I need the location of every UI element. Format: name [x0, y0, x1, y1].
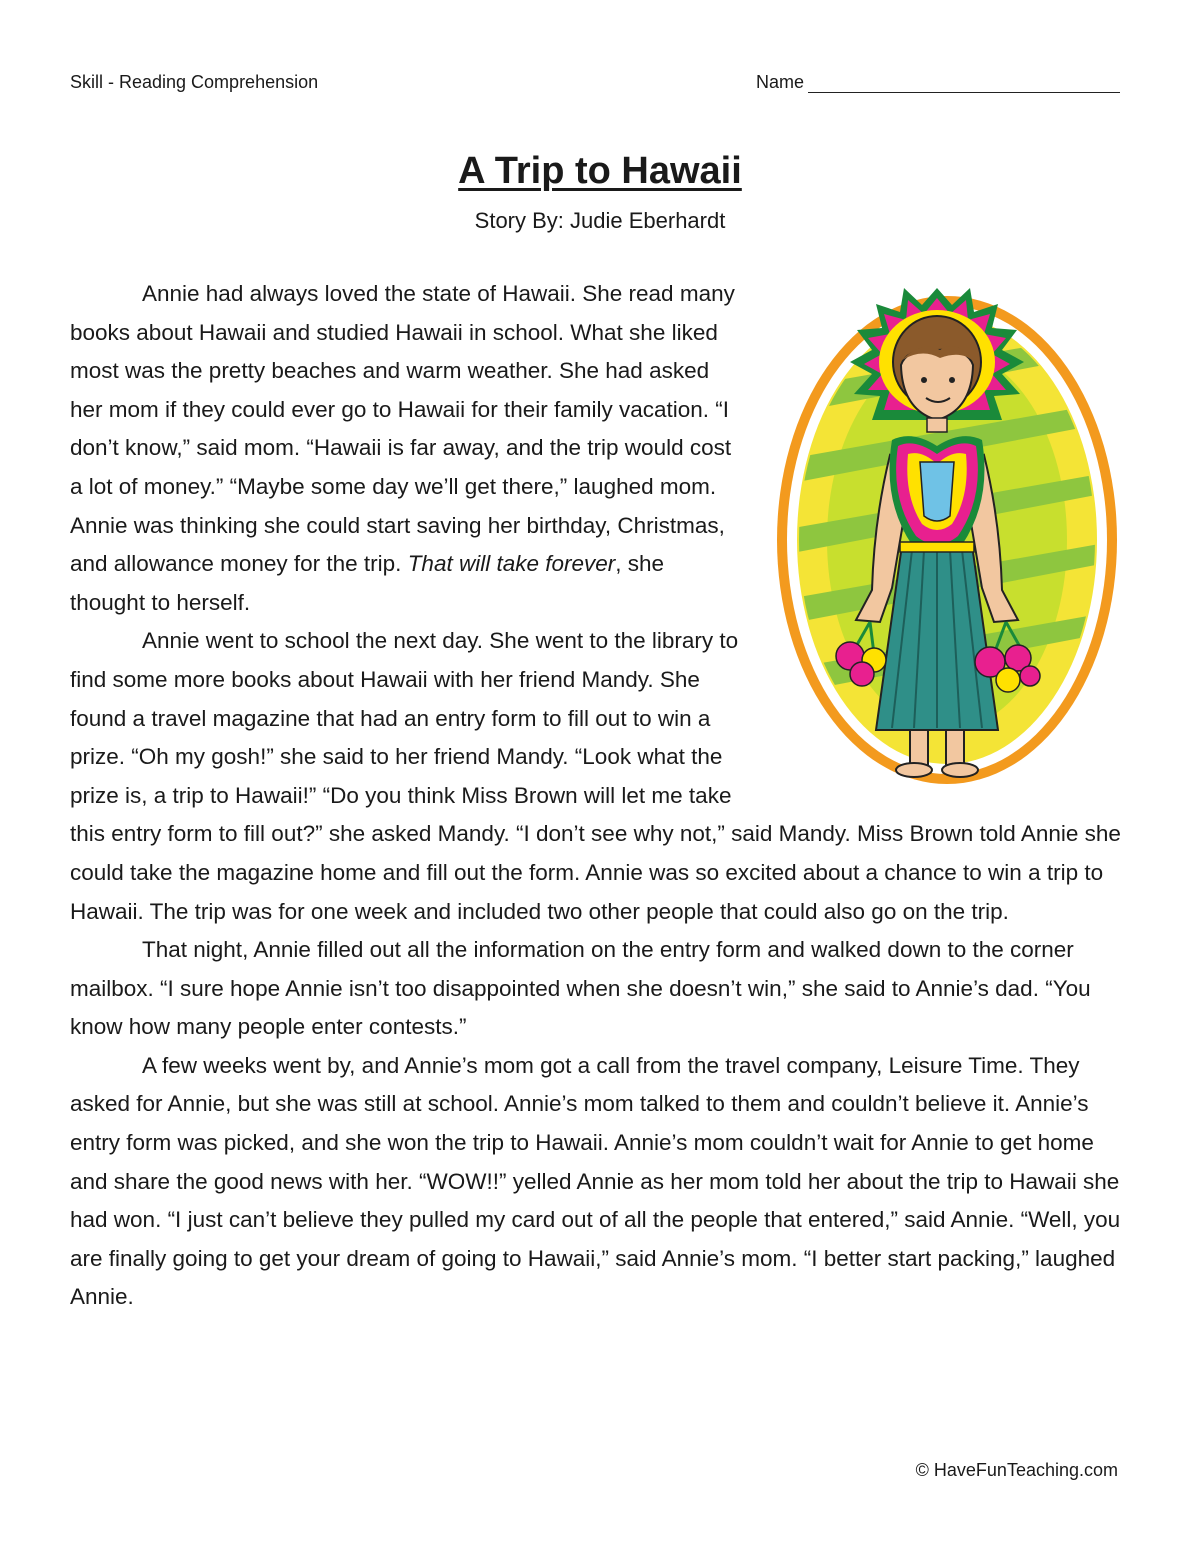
worksheet-header [70, 72, 1120, 98]
story-paragraph-3: That night, Annie filled out all the information on the entry form and walked down to the corner mailbox. “I sure hope Annie isn’t too disappointed when she doesn’t win,” she said to Annie’s dad. “You know how many people enter contests.” [70, 937, 1091, 1040]
name-field [756, 72, 1120, 98]
story-byline: Story By: Judie Eberhardt [474, 208, 726, 233]
story-title: A Trip to Hawaii [458, 150, 742, 192]
story-text [70, 275, 1126, 1317]
story-paragraph-1-italic: That will take forever [407, 551, 616, 577]
name-blank-line [808, 92, 1120, 93]
story-paragraph-1-text: Annie had always loved the state of Hawaii. She read many books about Hawaii and studied Hawaii in school. What she liked most was the pretty beaches and warm weather. She had asked her mom if they could ever go to Hawaii for their family vacation. “I don’t know,” said mom. “Hawaii is far away, and the trip would cost a lot of money.” “Maybe some day we’ll get there,” laughed mom. Annie was thinking she could start saving her birthday, Christmas, and allowance money for the trip. [70, 281, 735, 577]
story-paragraph-2: Annie went to school the next day. She went to the library to find some more books about Hawaii with her friend Mandy. She found a travel magazine that had an entry form to fill out to win a prize. “Oh my gosh!” she said to her friend Mandy. “Look what the prize is, a trip to Hawaii!” “Do you think Miss Brown will let me take this entry form to fill out?” she asked Mandy. “I don’t see why not,” said Mandy. Miss Brown told Annie she could take the magazine home and fill out the form. Annie was so excited about a chance to win a trip to Hawaii. The trip was for one week and included two other people that could also go on the trip. [70, 628, 1121, 924]
skill-label: Skill - Reading Comprehension [70, 72, 319, 92]
story-paragraph-1-end: , she thought to herself. [70, 551, 665, 615]
copyright-notice: © HaveFunTeaching.com [915, 1460, 1118, 1480]
hula-girl-illustration [762, 270, 1132, 798]
story-paragraph-4: A few weeks went by, and Annie’s mom got a call from the travel company, Leisure Time. They asked for Annie, but she was still at school. Annie’s mom talked to them and couldn’t believe it. Annie’s entry form was picked, and she won the trip to Hawaii. Annie’s mom couldn’t wait for Annie to get home and share the good news with her. “WOW!!” yelled Annie as her mom told her about the trip to Hawaii she had won. “I just can’t believe they pulled my card out of all the people that entered,” said Annie. “Well, you are finally going to get your dream of going to Hawaii,” said Annie’s mom. “I better start packing,” laughed Annie. [70, 1052, 1121, 1310]
name-label: Name [756, 72, 805, 92]
